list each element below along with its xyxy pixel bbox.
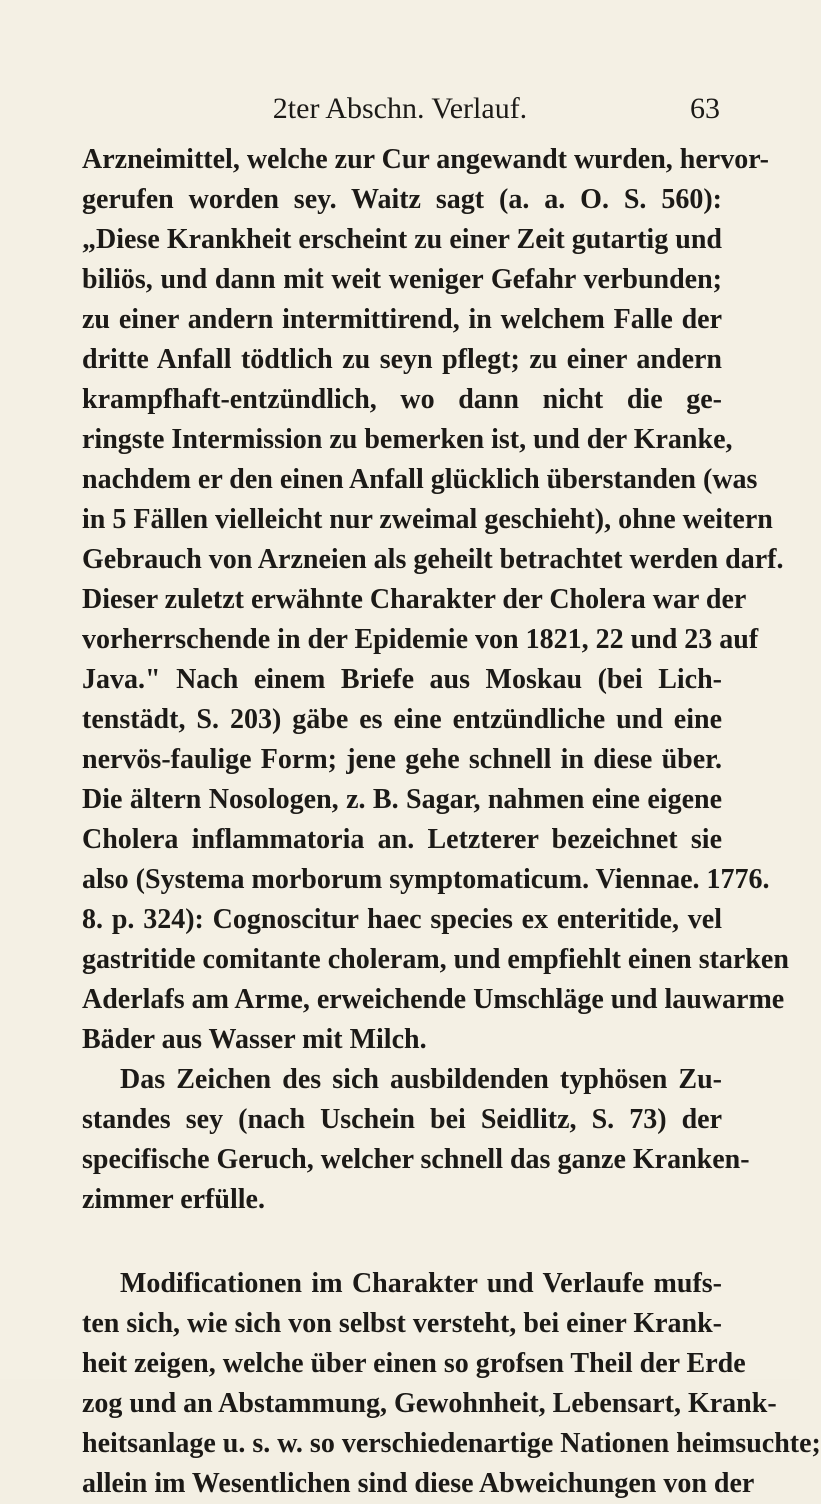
paragraph-gap xyxy=(82,1220,722,1264)
text-line: Das Zeichen des sich ausbildenden typhösen Zu- xyxy=(120,1064,722,1095)
text-line: Aderlafs am Arme, erweichende Umschläge und lauwarme xyxy=(82,984,785,1015)
body-text xyxy=(82,140,821,1504)
text-line: ringste Intermission zu bemerken ist, und der Kranke, xyxy=(82,424,733,455)
text-line: Java." Nach einem Briefe aus Moskau (bei Lich- xyxy=(82,664,722,695)
text-line: 8. p. 324): Cognoscitur haec species ex enteritide, vel xyxy=(82,904,722,935)
text-line: vorherrschende in der Epidemie von 1821, 22 und 23 auf xyxy=(82,624,759,655)
text-line: Arzneimittel, welche zur Cur angewandt wurden, hervor- xyxy=(82,144,769,175)
text-line: Gebrauch von Arzneien als geheilt betrachtet werden darf. xyxy=(82,544,784,575)
text-line: specifische Geruch, welcher schnell das ganze Kranken- xyxy=(82,1144,750,1175)
text-line: zu einer andern intermittirend, in welchem Falle der xyxy=(82,304,722,335)
text-line: heit zeigen, welche über einen so grofsen Theil der Erde xyxy=(82,1348,746,1379)
running-head: 2ter Abschn. Verlauf. xyxy=(272,92,528,125)
text-line: also (Systema morborum symptomaticum. Viennae. 1776. xyxy=(82,864,770,895)
text-line: nachdem er den einen Anfall glücklich überstanden (was xyxy=(82,464,758,495)
text-line: Die ältern Nosologen, z. B. Sagar, nahmen eine eigene xyxy=(82,784,722,815)
text-line: in 5 Fällen vielleicht nur zweimal geschieht), ohne weitern xyxy=(82,504,773,535)
text-line: Bäder aus Wasser mit Milch. xyxy=(82,1024,427,1055)
text-line: Cholera inflammatoria an. Letzterer bezeichnet sie xyxy=(82,824,722,855)
text-line: heitsanlage u. s. w. so verschiedenartige Nationen heimsuchte; xyxy=(82,1428,821,1459)
text-line: standes sey (nach Uschein bei Seidlitz, S. 73) der xyxy=(82,1104,722,1135)
text-line: Modificationen im Charakter und Verlaufe mufs- xyxy=(120,1268,722,1299)
text-line: biliös, und dann mit weit weniger Gefahr verbunden; xyxy=(82,264,722,295)
text-line: allein im Wesentlichen sind diese Abweichungen von der xyxy=(82,1468,755,1499)
text-line: „Diese Krankheit erscheint zu einer Zeit gutartig und xyxy=(82,224,722,255)
page-header xyxy=(0,92,800,132)
text-line: gastritide comitante choleram, und empfiehlt einen starken xyxy=(82,944,789,975)
text-line: Dieser zuletzt erwähnte Charakter der Cholera war der xyxy=(82,584,747,615)
text-line: ten sich, wie sich von selbst versteht, bei einer Krank- xyxy=(82,1308,722,1339)
text-line: tenstädt, S. 203) gäbe es eine entzündliche und eine xyxy=(82,704,722,735)
text-line: krampfhaft-entzündlich, wo dann nicht die ge- xyxy=(82,384,722,415)
text-line: gerufen worden sey. Waitz sagt (a. a. O. S. 560): xyxy=(82,184,722,215)
text-line: zimmer erfülle. xyxy=(82,1184,265,1215)
page-number: 63 xyxy=(690,92,720,125)
text-line: zog und an Abstammung, Gewohnheit, Lebensart, Krank- xyxy=(82,1388,777,1419)
text-line: nervös-faulige Form; jene gehe schnell in diese über. xyxy=(82,744,722,775)
text-line: dritte Anfall tödtlich zu seyn pflegt; zu einer andern xyxy=(82,344,722,375)
